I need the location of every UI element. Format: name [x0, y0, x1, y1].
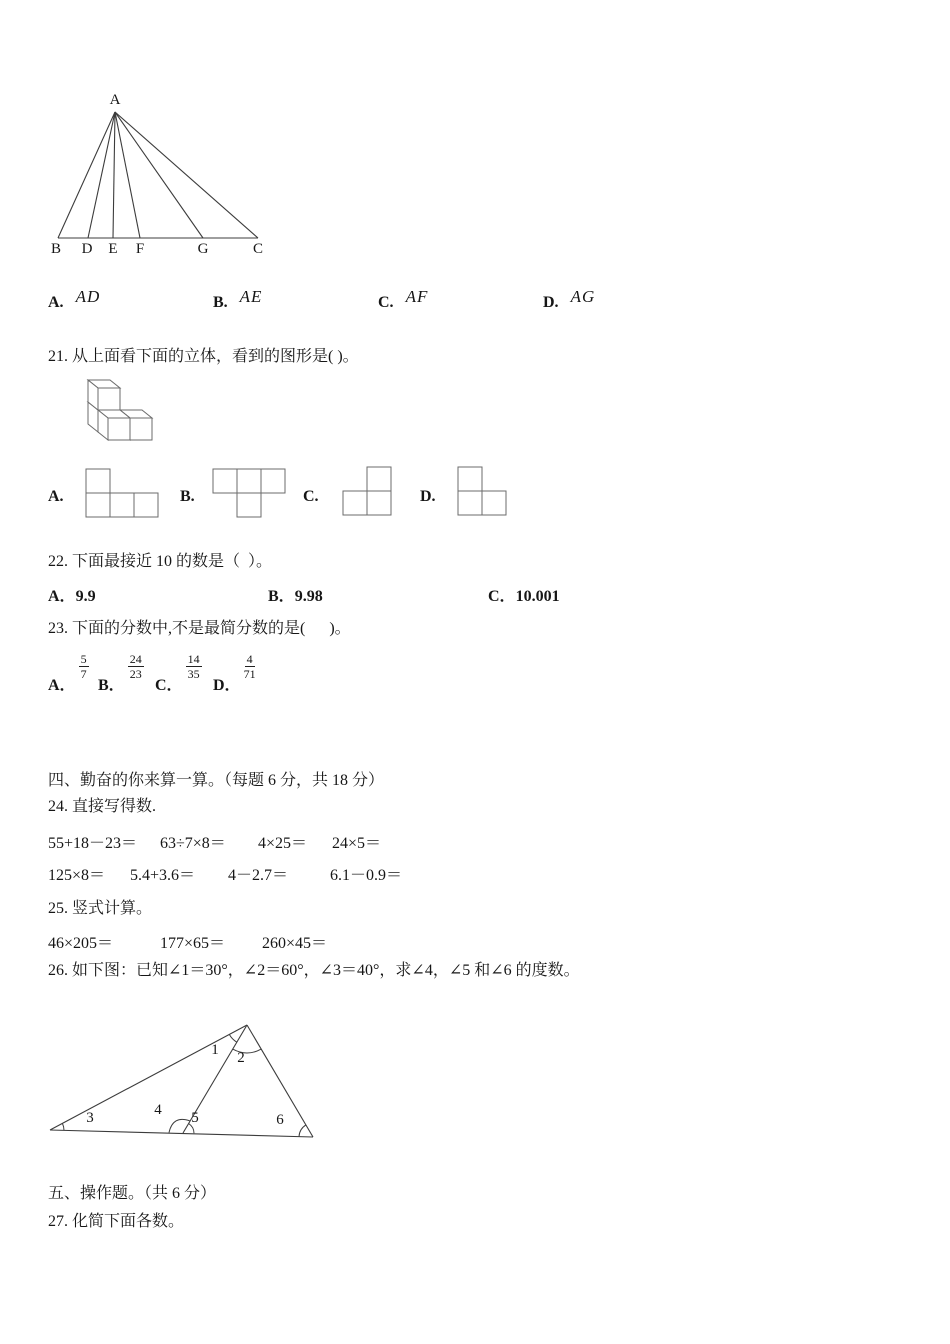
q20-triangle-figure [40, 90, 280, 262]
q20-option-d [543, 287, 596, 312]
q24-text: 24. 直接写得数. [48, 798, 157, 815]
q20-option-a [48, 287, 101, 312]
fraction [244, 652, 256, 682]
base-label-d: D [81, 241, 93, 257]
denominator: 23 [129, 667, 142, 682]
q23-text: 23. 下面的分数中,不是最简分数的是( )。 [48, 620, 351, 637]
q24-expr-3: 4×25＝ [258, 835, 308, 852]
q26-angle-figure [40, 1012, 330, 1152]
base-label-b: B [50, 241, 62, 257]
q24-expr-7: 4－2.7＝ [228, 867, 289, 884]
base-label-f: F [135, 241, 145, 257]
option-value: 10.001 [515, 588, 560, 605]
cube-top [88, 380, 120, 410]
q21-shape-b [212, 468, 288, 520]
base-label-c: C [252, 241, 264, 257]
triangle-lines [58, 112, 258, 238]
q21-shape-d [457, 466, 509, 518]
q21-cube-figure [58, 378, 168, 444]
option-label: B． [268, 588, 295, 605]
angle-arcs [62, 1034, 306, 1136]
q24-expr-8: 6.1－0.9＝ [330, 867, 403, 884]
angle-label-5: 5 [191, 1110, 199, 1126]
angle-label-1: 1 [211, 1042, 219, 1058]
option-value: 9.98 [294, 588, 323, 605]
option-value: 9.9 [75, 588, 96, 605]
q25-expr-1: 46×205＝ [48, 935, 114, 952]
option-label: C. [378, 294, 394, 311]
q24-expr-2: 63÷7×8＝ [160, 835, 226, 852]
option-value: AG [570, 287, 596, 306]
q21-option-label-c: C. [303, 488, 319, 505]
option-label: A． [48, 676, 76, 694]
angle-label-6: 6 [276, 1112, 284, 1128]
numerator: 4 [246, 652, 253, 666]
q23-option-d [213, 652, 256, 694]
denominator: 35 [187, 667, 200, 682]
option-value: AD [75, 287, 101, 306]
denominator: 71 [243, 667, 256, 682]
q22-option-c [488, 583, 560, 606]
q22-text: 22. 下面最接近 10 的数是（ ）。 [48, 553, 273, 570]
option-value: AE [239, 287, 263, 306]
section5-title: 五、操作题。（共 6 分） [48, 1185, 217, 1202]
fraction [186, 652, 202, 682]
q24-expr-5: 125×8＝ [48, 867, 106, 884]
fraction [128, 652, 144, 682]
q21-shape-c [342, 466, 394, 518]
q21-text: 21. 从上面看下面的立体，看到的图形是( )。 [48, 348, 359, 365]
angle-label-2: 2 [237, 1050, 245, 1066]
fraction [79, 652, 89, 682]
q24-expr-6: 5.4+3.6＝ [130, 867, 196, 884]
numerator: 5 [80, 652, 87, 666]
q20-option-c [378, 287, 429, 312]
q24-expr-1: 55+18－23＝ [48, 835, 138, 852]
option-label: B． [98, 676, 125, 694]
option-label: A. [48, 294, 64, 311]
option-label: D. [543, 294, 559, 311]
q24-expr-4: 24×5＝ [332, 835, 382, 852]
q20-option-b [213, 287, 263, 312]
numerator: 24 [129, 652, 142, 666]
q27-text: 27. 化简下面各数。 [48, 1213, 185, 1230]
angle-label-3: 3 [86, 1110, 94, 1126]
option-value: AF [405, 287, 429, 306]
q21-option-label-d: D. [420, 488, 436, 505]
option-label: B. [213, 294, 228, 311]
q25-expr-3: 260×45＝ [262, 935, 328, 952]
option-label: C． [155, 676, 183, 694]
q23-option-a [48, 652, 89, 694]
denominator: 7 [80, 667, 87, 682]
q21-option-label-b: B. [180, 488, 195, 505]
base-label-e: E [108, 241, 118, 257]
q22-option-a [48, 583, 96, 606]
q25-text: 25. 竖式计算。 [48, 900, 153, 917]
angle-label-4: 4 [154, 1102, 162, 1118]
base-label-g: G [197, 241, 209, 257]
q26-text: 26. 如下图：已知∠1＝30°，∠2＝60°，∠3＝40°，求∠4，∠5 和∠6 的度数。 [48, 962, 580, 979]
section4-title: 四、勤奋的你来算一算。（每题 6 分，共 18 分） [48, 772, 385, 789]
option-label: C． [488, 588, 516, 605]
q23-option-c [155, 652, 202, 694]
option-label: D． [213, 676, 241, 694]
q25-expr-2: 177×65＝ [160, 935, 226, 952]
option-label: A． [48, 588, 76, 605]
numerator: 14 [187, 652, 200, 666]
q22-option-b [268, 583, 323, 606]
vertex-label-a: A [109, 92, 121, 108]
q23-option-b [98, 652, 144, 694]
cube-front-left [98, 410, 130, 440]
q21-shape-a [85, 468, 161, 520]
q21-option-label-a: A. [48, 488, 64, 505]
